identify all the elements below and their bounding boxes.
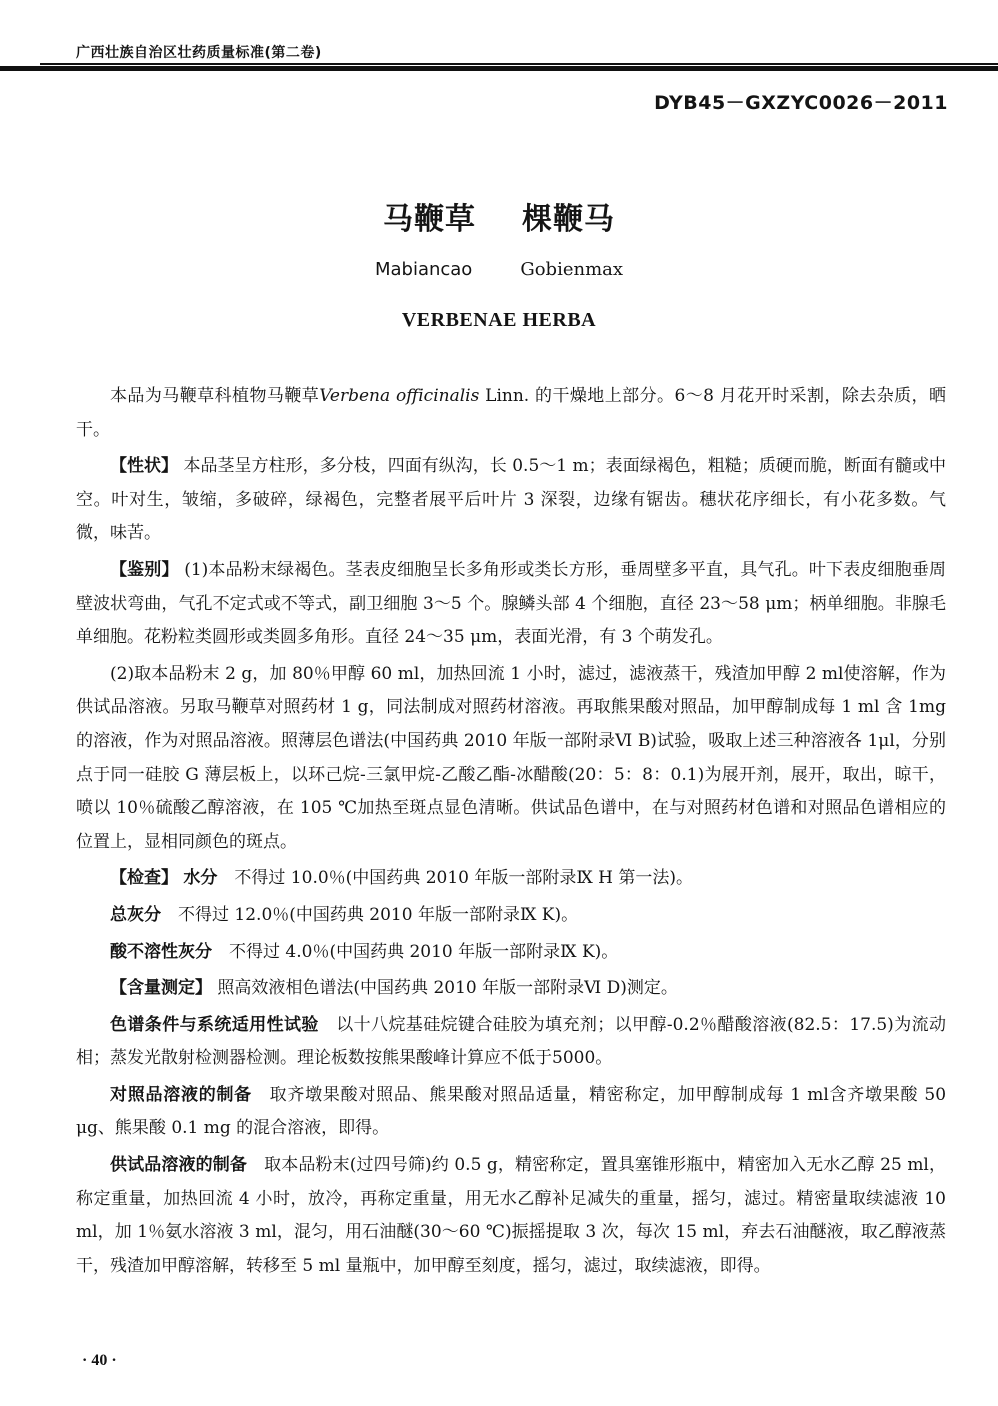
reference-solution-paragraph xyxy=(76,1079,946,1146)
monograph-body xyxy=(76,380,946,1286)
header-rule-thin xyxy=(40,63,998,65)
check-moisture xyxy=(76,862,946,896)
monograph-title xyxy=(0,194,998,238)
characters-paragraph xyxy=(76,450,946,551)
acid-ash-label: 酸不溶性灰分 xyxy=(110,941,212,962)
intro-paragraph xyxy=(76,380,946,447)
species-name: Verbena officinalis xyxy=(319,386,480,406)
monograph-romanized-names xyxy=(0,259,998,280)
assay-text: 照高效液相色谱法(中国药典 2010 年版一部附录Ⅵ D)测定。 xyxy=(217,978,678,999)
reference-solution-text: 取齐墩果酸对照品、熊果酸对照品适量，精密称定，加甲醇制成每 1 ml含齐墩果酸 50 μg、熊果酸 0.1 mg 的混合溶液，即得。 xyxy=(76,1084,947,1139)
page-number: · 40 · xyxy=(82,1352,117,1369)
running-head-title: 广西壮族自治区壮药质量标准(第二卷) xyxy=(76,45,322,61)
intro-text-cont: Linn. 的干燥地上部分。6～8 月花开时采割，除去杂质，晒干。 xyxy=(76,386,946,440)
title-latin-name: VERBENAE HERBA xyxy=(401,309,597,331)
test-solution-paragraph xyxy=(76,1149,946,1283)
check-total-ash xyxy=(76,899,946,933)
total-ash-label: 总灰分 xyxy=(110,904,161,925)
reference-solution-label: 对照品溶液的制备 xyxy=(110,1084,252,1105)
moisture-text: 不得过 10.0％(中国药典 2010 年版一部附录Ⅸ H 第一法)。 xyxy=(234,868,694,889)
intro-text: 本品为马鞭草科植物马鞭草 xyxy=(110,386,320,406)
identification-text-2: (2)取本品粉末 2 g，加 80％甲醇 60 ml，加热回流 1 小时，滤过，滤液蒸干，残渣加甲醇 2 ml使溶解，作为供试品溶液。另取马鞭草对照药材 1 g，同法制成对照药材溶液。再取熊果酸对照品，加甲醇制成每 1 ml 含 1mg 的溶液，作为对照品溶液。照薄层色谱法(中国药典 2010 年版一部附录Ⅵ B)试验，吸取上述三种溶液各 1μl，分别点于同一硅胶 G 薄层板上，以环己烷-三氯甲烷-乙酸乙酯-冰醋酸(20：5：8：0.1)为展开剂，展开，取出，晾干，喷以 10％硫酸乙醇溶液，在 105 ℃加热至斑点显色清晰。供试品色谱中，在与对照药材色谱和对照品色谱相应的位置上，显相同颜色的斑点。 xyxy=(76,663,946,852)
total-ash-text: 不得过 12.0％(中国药典 2010 年版一部附录Ⅸ K)。 xyxy=(178,904,579,925)
identification-paragraph-2 xyxy=(76,658,946,860)
acid-ash-text: 不得过 4.0％(中国药典 2010 年版一部附录Ⅸ K)。 xyxy=(229,941,619,962)
assay-label: 【含量测定】 xyxy=(110,978,212,999)
chromatography-text: 以十八烷基硅烷键合硅胶为填充剂；以甲醇-0.2％醋酸溶液(82.5：17.5)为流动相；蒸发光散射检测器检测。理论板数按熊果酸峰计算应不低于5000。 xyxy=(76,1014,947,1069)
test-solution-text: 取本品粉末(过四号筛)约 0.5 g，精密称定，置具塞锥形瓶中，精密加入无水乙醇 25 ml，称定重量，加热回流 4 小时，放冷，再称定重量，用无水乙醇补足减失的重量，摇匀，滤过。精密量取续滤液 10 ml，加 1％氨水溶液 3 ml，混匀，用石油醚(30～60 ℃)振摇提取 3 次，每次 15 ml，弃去石油醚液，取乙醇液蒸干，残渣加甲醇溶解，转移至 5 ml 量瓶中，加甲醇至刻度，摇匀，滤过，取续滤液，即得。 xyxy=(76,1155,946,1276)
title-zhuang-name: 棵鞭马 xyxy=(522,202,615,237)
check-label: 【检查】 xyxy=(110,868,178,889)
chromatography-paragraph xyxy=(76,1009,946,1076)
title-chinese-name: 马鞭草 xyxy=(383,202,476,237)
check-acid-ash xyxy=(76,936,946,970)
characters-label: 【性状】 xyxy=(110,456,179,477)
characters-text: 本品茎呈方柱形，多分枝，四面有纵沟，长 0.5～1 m；表面绿褐色，粗糙；质硬而脆，断面有髓或中空。叶对生，皱缩，多破碎，绿褐色，完整者展平后叶片 3 深裂，边缘有锯齿。穗状花序细长，有小花多数。气微，味苦。 xyxy=(76,456,947,544)
identification-paragraph-1 xyxy=(76,554,946,655)
chromatography-label: 色谱条件与系统适用性试验 xyxy=(110,1014,319,1035)
standard-code: DYB45－GXZYC0026－2011 xyxy=(654,92,948,114)
test-solution-label: 供试品溶液的制备 xyxy=(110,1155,247,1176)
assay-paragraph xyxy=(76,972,946,1006)
moisture-label: 水分 xyxy=(183,868,218,889)
identification-text-1: (1)本品粉末绿褐色。茎表皮细胞呈长多角形或类长方形，垂周壁多平直，具气孔。叶下表皮细胞垂周壁波状弯曲，气孔不定式或不等式，副卫细胞 3～5 个。腺鳞头部 4 个细胞，直径 23～58 μm；柄单细胞。非腺毛单细胞。花粉粒类圆形或类圆多角形。直径 24～35 μm，表面光滑，有 3 个萌发孔。 xyxy=(76,559,946,648)
identification-label: 【鉴别】 xyxy=(110,559,179,580)
header-rule-thick xyxy=(0,66,998,71)
title-zhuang-roman: Gobienmax xyxy=(520,259,624,280)
title-pinyin: Mabiancao xyxy=(374,259,473,280)
